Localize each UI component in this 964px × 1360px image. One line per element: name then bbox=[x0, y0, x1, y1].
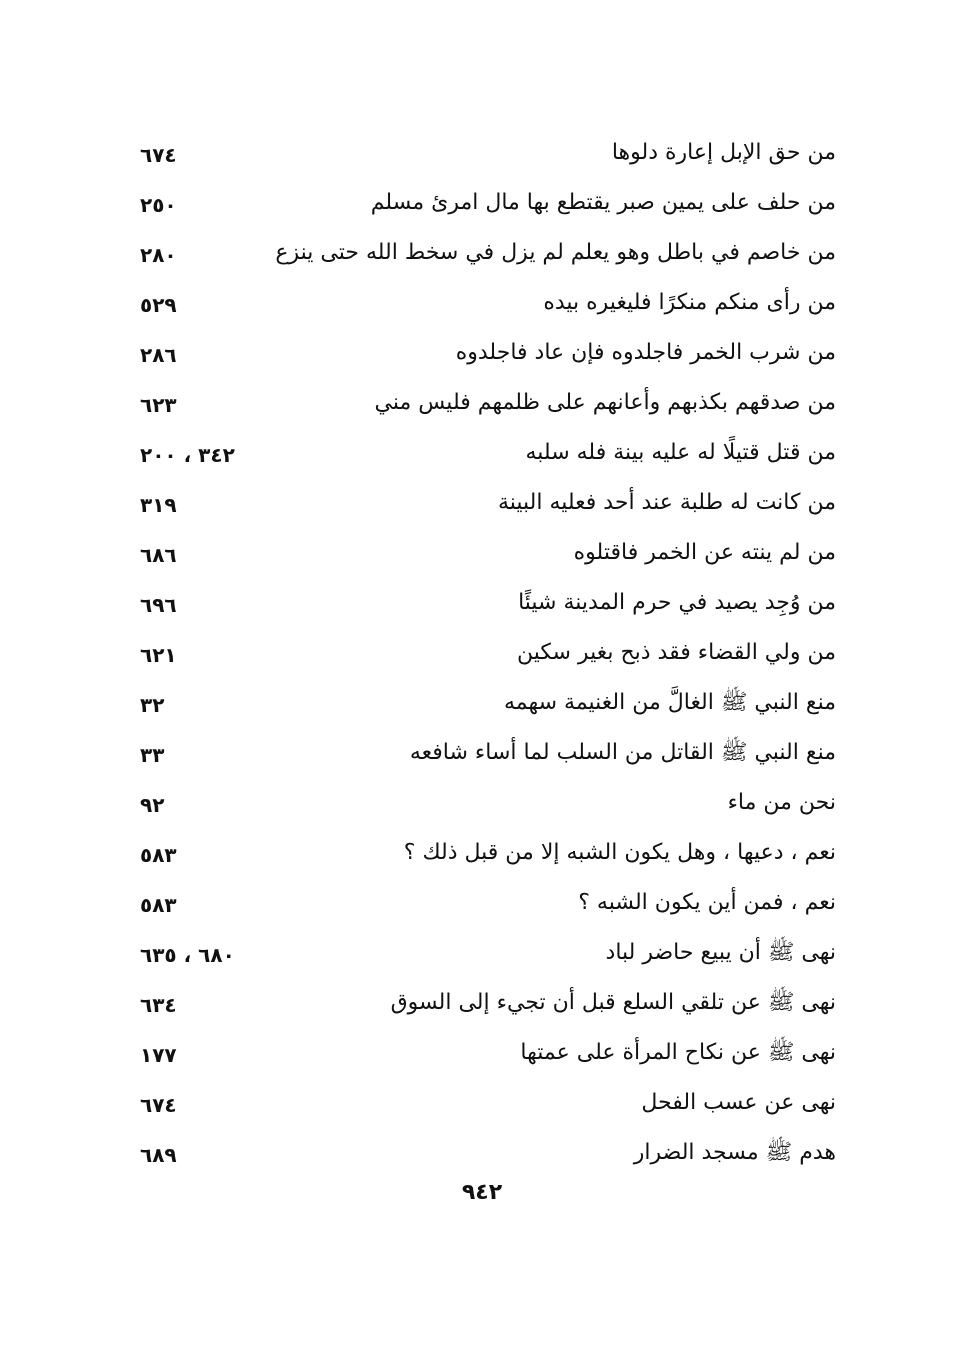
page-reference: ٦٣٤ bbox=[140, 993, 177, 1017]
hadith-text: من صدقهم بكذبهم وأعانهم على ظلمهم فليس مني bbox=[374, 390, 836, 415]
index-row bbox=[0, 1028, 964, 1078]
hadith-text: نهى ﷺ أن يبيع حاضر لباد bbox=[605, 940, 836, 965]
page-reference: ٦٧٤ bbox=[140, 1093, 177, 1117]
hadith-text: نهى ﷺ عن نكاح المرأة على عمتها bbox=[520, 1040, 836, 1065]
page-reference: ٦٢١ bbox=[140, 643, 177, 667]
index-row bbox=[0, 278, 964, 328]
index-row bbox=[0, 528, 964, 578]
hadith-text: نعم ، فمن أين يكون الشبه ؟ bbox=[578, 890, 836, 915]
page-reference: ٦٨٠ ، ٦٣٥ bbox=[140, 943, 235, 967]
page-reference: ٣٤٢ ، ٢٠٠ bbox=[140, 443, 235, 467]
hadith-text: نهى عن عسب الفحل bbox=[641, 1090, 836, 1115]
page-number: ٩٤٢ bbox=[461, 1180, 503, 1205]
index-row bbox=[0, 578, 964, 628]
hadith-text: من كانت له طلبة عند أحد فعليه البينة bbox=[497, 490, 836, 515]
index-row bbox=[0, 928, 964, 978]
hadith-text: من شرب الخمر فاجلدوه فإن عاد فاجلدوه bbox=[455, 340, 836, 365]
hadith-text: من وُجِد يصيد في حرم المدينة شيئًا bbox=[518, 590, 836, 615]
index-row bbox=[0, 328, 964, 378]
hadith-text: نحن من ماء bbox=[727, 790, 836, 815]
page-reference: ٢٥٠ bbox=[140, 193, 177, 217]
index-row bbox=[0, 828, 964, 878]
hadith-text: نهى ﷺ عن تلقي السلع قبل أن تجيء إلى السوق bbox=[390, 990, 836, 1015]
index-row bbox=[0, 478, 964, 528]
hadith-text: من حلف على يمين صبر يقتطع بها مال امرئ مسلم bbox=[370, 190, 836, 215]
index-row bbox=[0, 1128, 964, 1178]
page-reference: ٩٢ bbox=[140, 793, 165, 817]
page-reference: ٥٨٣ bbox=[140, 893, 177, 917]
hadith-text: من لم ينته عن الخمر فاقتلوه bbox=[573, 540, 836, 565]
page-reference: ٥٨٣ bbox=[140, 843, 177, 867]
page-reference: ٣٣ bbox=[140, 743, 165, 767]
page-reference: ٦٢٣ bbox=[140, 393, 177, 417]
hadith-text: نعم ، دعيها ، وهل يكون الشبه إلا من قبل ذلك ؟ bbox=[403, 840, 836, 865]
hadith-text: من رأى منكم منكرًا فليغيره بيده bbox=[543, 290, 836, 315]
index-row bbox=[0, 128, 964, 178]
index-row bbox=[0, 728, 964, 778]
page-reference: ١٧٧ bbox=[140, 1043, 177, 1067]
page-reference: ٢٨٠ bbox=[140, 243, 177, 267]
hadith-index-list bbox=[0, 128, 964, 1178]
page-reference: ٦٨٦ bbox=[140, 543, 177, 567]
hadith-text: منع النبي ﷺ الغالَّ من الغنيمة سهمه bbox=[503, 690, 836, 715]
hadith-text: هدم ﷺ مسجد الضرار bbox=[633, 1140, 836, 1165]
hadith-text: من خاصم في باطل وهو يعلم لم يزل في سخط الله حتى ينزع bbox=[275, 240, 836, 265]
hadith-text: منع النبي ﷺ القاتل من السلب لما أساء شافعه bbox=[409, 740, 836, 765]
index-row bbox=[0, 978, 964, 1028]
index-row bbox=[0, 878, 964, 928]
hadith-text: من حق الإبل إعارة دلوها bbox=[611, 140, 836, 165]
hadith-text: من ولي القضاء فقد ذبح بغير سكين bbox=[516, 640, 836, 665]
index-row bbox=[0, 1078, 964, 1128]
page-reference: ٢٨٦ bbox=[140, 343, 177, 367]
index-row bbox=[0, 228, 964, 278]
hadith-text: من قتل قتيلًا له عليه بينة فله سلبه bbox=[525, 440, 836, 465]
index-row bbox=[0, 678, 964, 728]
index-row bbox=[0, 378, 964, 428]
page-reference: ٦٧٤ bbox=[140, 143, 177, 167]
index-row bbox=[0, 778, 964, 828]
page-reference: ٣٢ bbox=[140, 693, 165, 717]
index-row bbox=[0, 428, 964, 478]
page-reference: ٦٩٦ bbox=[140, 593, 177, 617]
page-reference: ٦٨٩ bbox=[140, 1143, 177, 1167]
page-reference: ٥٢٩ bbox=[140, 293, 177, 317]
index-row bbox=[0, 628, 964, 678]
page-reference: ٣١٩ bbox=[140, 493, 177, 517]
index-row bbox=[0, 178, 964, 228]
